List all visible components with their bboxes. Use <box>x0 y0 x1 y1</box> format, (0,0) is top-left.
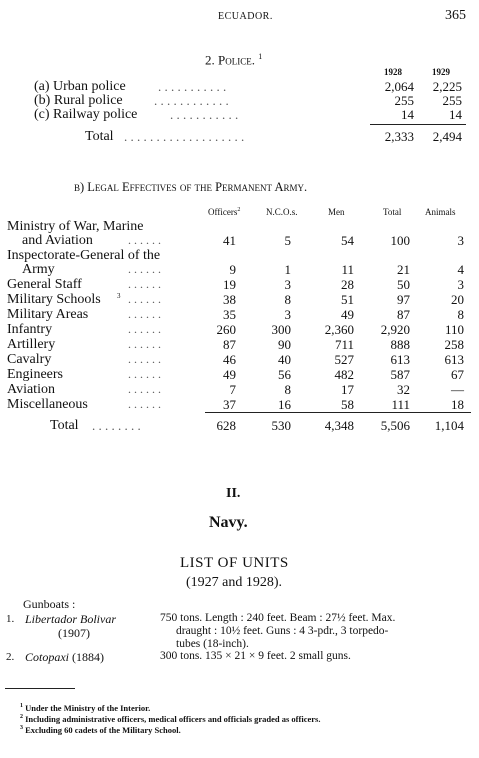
army-cell-ncos: 90 <box>278 337 291 352</box>
footnote-3-text: Excluding 60 cadets of the Military School. <box>25 725 181 735</box>
army-cell-men: 17 <box>341 382 354 397</box>
running-title: ECUADOR. <box>218 11 273 22</box>
army-cell-animals: 3 <box>457 277 464 292</box>
army-row-label: Military Schools <box>7 292 101 307</box>
dot-leader: . . . . . . . . . . . . . . . . . . . <box>124 129 245 144</box>
vessel-1-name: Libertador Bolivar <box>25 612 117 626</box>
army-cell-total: 613 <box>390 352 410 367</box>
vessel-1-desc-line-3: tubes (18-inch). <box>176 638 249 650</box>
army-cell-total: 111 <box>391 397 410 412</box>
army-total-ncos: 530 <box>271 418 291 433</box>
police-heading <box>205 52 262 68</box>
police-value-1929: 255 <box>442 93 462 108</box>
army-cell-officers: 46 <box>223 352 236 367</box>
army-row <box>0 277 479 292</box>
dot-leader: . . . . . . <box>128 367 161 381</box>
army-cell-officers: 38 <box>223 292 236 307</box>
dot-leader: . . . . . . <box>128 233 161 247</box>
army-col-officers <box>208 207 240 217</box>
navy-title: Navy. <box>209 514 248 531</box>
list-title: LIST OF UNITS <box>180 555 289 571</box>
army-cell-ncos: 3 <box>284 277 291 292</box>
dot-leader: . . . . . . . . . . . <box>170 107 239 122</box>
footnote-2-mark: 2 <box>20 714 23 721</box>
dot-leader: . . . . . . <box>128 352 161 366</box>
page-number: 365 <box>445 8 466 23</box>
army-cell-animals: 4 <box>457 262 464 277</box>
police-total-row <box>0 129 479 144</box>
army-cell-men: 482 <box>334 367 354 382</box>
army-cell-animals: 67 <box>451 367 464 382</box>
army-cell-total: 2,920 <box>380 322 410 337</box>
footnote-1-mark: 1 <box>20 703 23 710</box>
army-cell-animals: 3 <box>457 233 464 248</box>
army-row-label: Aviation <box>7 382 55 397</box>
army-col-ncos: N.C.O.s. <box>266 207 298 217</box>
army-cell-men: 28 <box>341 277 354 292</box>
army-cell-men: 54 <box>341 233 354 248</box>
army-cell-total: 21 <box>397 262 410 277</box>
army-row <box>0 352 479 367</box>
dot-leader: . . . . . . <box>128 322 161 336</box>
footnote-1-text: Under the Ministry of the Interior. <box>25 703 151 713</box>
army-col-animals: Animals <box>425 207 456 217</box>
police-year-1929: 1929 <box>432 67 450 77</box>
army-row-label: General Staff <box>7 277 82 292</box>
army-total-rule <box>205 412 471 413</box>
army-row <box>0 307 479 322</box>
police-row-rural <box>0 93 479 108</box>
vessel-1-desc-line-2: draught : 10½ feet. Guns : 4 3-pdr., 3 torpedo- <box>176 625 389 637</box>
army-row <box>0 337 479 352</box>
dot-leader: . . . . . . <box>128 262 161 276</box>
police-value-1928: 255 <box>394 93 414 108</box>
army-cell-officers: 49 <box>223 367 236 382</box>
army-cell-animals: 258 <box>444 337 464 352</box>
army-cell-animals: 20 <box>451 292 464 307</box>
army-row-label: Military Areas <box>7 307 89 322</box>
police-label: (a) Urban police <box>34 79 126 94</box>
army-cell-ncos: 56 <box>278 367 291 382</box>
army-cell-men: 527 <box>334 352 354 367</box>
army-row <box>0 382 479 397</box>
army-row-label: Army <box>22 262 55 277</box>
police-label: (b) Rural police <box>34 93 123 108</box>
police-total-label: Total <box>85 129 114 144</box>
army-cell-animals: 18 <box>451 397 464 412</box>
vessel-2-name-text: Cotopaxi <box>25 650 69 664</box>
police-value-1929: 14 <box>449 107 462 122</box>
army-cell-ncos: 5 <box>284 233 291 248</box>
army-cell-men: 2,360 <box>324 322 354 337</box>
army-row-label: Infantry <box>7 322 53 337</box>
army-cell-men: 11 <box>341 262 354 277</box>
army-total-officers: 628 <box>216 418 236 433</box>
army-cell-total: 32 <box>397 382 410 397</box>
police-row-railway <box>0 107 479 122</box>
footnote-2-text: Including administrative officers, medical officers and officials graded as officers. <box>25 714 321 724</box>
army-row-label: Miscellaneous <box>7 397 88 412</box>
army-cell-men: 49 <box>341 307 354 322</box>
dot-leader: . . . . . . . . <box>92 418 141 433</box>
army-row <box>0 292 479 307</box>
army-cell-total: 888 <box>390 337 410 352</box>
dot-leader: . . . . . . <box>128 382 161 396</box>
army-col-men: Men <box>328 207 345 217</box>
army-cell-animals: 613 <box>444 352 464 367</box>
army-heading: b) Legal Effectives of the Permanent Army. <box>74 180 308 194</box>
footnote-rule <box>5 688 75 689</box>
army-total-total: 5,506 <box>380 418 410 433</box>
army-total-label: Total <box>50 418 79 433</box>
army-cell-animals: — <box>451 382 464 397</box>
footnote-3-mark: 3 <box>20 725 23 732</box>
footnote-3 <box>20 725 181 735</box>
police-heading-text: 2. Police. <box>205 52 255 68</box>
vessel-2-desc: 300 tons. 135 × 21 × 9 feet. 2 small guns. <box>160 650 351 662</box>
police-value-1929: 2,225 <box>432 79 462 94</box>
army-cell-total: 87 <box>397 307 410 322</box>
army-cell-officers: 7 <box>229 382 236 397</box>
vessel-1-desc-line-1: 750 tons. Length : 240 feet. Beam : 27½ feet. Max. <box>160 612 396 624</box>
navy-section-number: II. <box>226 486 241 501</box>
army-cell-men: 51 <box>341 292 354 307</box>
dot-leader: . . . . . . <box>128 397 161 411</box>
army-row <box>0 322 479 337</box>
army-row <box>0 397 479 412</box>
army-row-label: Engineers <box>7 367 63 382</box>
army-row-label-line <box>0 219 479 234</box>
army-row-label-line <box>0 248 479 263</box>
dot-leader: . . . . . . . . . . . <box>158 79 227 94</box>
army-row <box>0 262 479 277</box>
army-col-officers-label: Officers <box>208 207 238 217</box>
footnote-2 <box>20 714 320 724</box>
police-label: (c) Railway police <box>34 107 138 122</box>
vessel-1-number: 1. <box>6 613 15 625</box>
army-cell-ncos: 300 <box>271 322 291 337</box>
army-total-row <box>0 418 479 433</box>
army-cell-ncos: 8 <box>284 382 291 397</box>
army-cell-animals: 110 <box>444 322 464 337</box>
police-footnote-ref: 1 <box>258 52 263 61</box>
army-total-animals: 1,104 <box>434 418 464 433</box>
army-cell-ncos: 40 <box>278 352 291 367</box>
police-total-1928: 2,333 <box>384 129 414 144</box>
army-row-label: Artillery <box>7 337 56 352</box>
police-year-1928: 1928 <box>384 67 402 77</box>
army-cell-ncos: 1 <box>284 262 291 277</box>
army-cell-men: 58 <box>341 397 354 412</box>
vessel-2-number: 2. <box>6 651 15 663</box>
army-col-total: Total <box>383 207 402 217</box>
vessel-2-name <box>25 650 104 665</box>
army-cell-total: 50 <box>397 277 410 292</box>
gunboats-label: Gunboats : <box>23 597 76 611</box>
dot-leader: . . . . . . <box>128 292 161 306</box>
army-cell-officers: 9 <box>229 262 236 277</box>
army-cell-officers: 41 <box>223 233 236 248</box>
army-cell-animals: 8 <box>457 307 464 322</box>
police-total-1929: 2,494 <box>432 129 462 144</box>
army-row-label: Inspectorate-General of the <box>7 248 161 263</box>
army-row <box>0 367 479 382</box>
army-cell-officers: 19 <box>223 277 236 292</box>
police-value-1928: 2,064 <box>384 79 414 94</box>
army-row-label: Cavalry <box>7 352 52 367</box>
army-cell-officers: 37 <box>223 397 236 412</box>
list-years: (1927 and 1928). <box>186 575 283 590</box>
dot-leader: . . . . . . <box>128 307 161 321</box>
dot-leader: . . . . . . <box>128 337 161 351</box>
army-row-footnote-ref: 3 <box>117 292 121 300</box>
army-cell-officers: 260 <box>216 322 236 337</box>
army-cell-men: 711 <box>334 337 354 352</box>
army-row-label: and Aviation <box>22 233 93 248</box>
army-cell-ncos: 3 <box>284 307 291 322</box>
police-row-urban <box>0 79 479 94</box>
vessel-2-year: (1884) <box>72 650 104 664</box>
police-total-rule <box>370 124 466 125</box>
army-cell-officers: 35 <box>223 307 236 322</box>
army-cell-total: 97 <box>397 292 410 307</box>
army-cell-total: 587 <box>390 367 410 382</box>
army-cell-total: 100 <box>390 233 410 248</box>
army-row-label: Ministry of War, Marine <box>7 219 144 234</box>
officers-footnote-ref: 2 <box>237 207 241 213</box>
army-cell-ncos: 16 <box>278 397 291 412</box>
dot-leader: . . . . . . . . . . . . <box>154 93 229 108</box>
footnote-1 <box>20 703 150 713</box>
dot-leader: . . . . . . <box>128 277 161 291</box>
army-cell-officers: 87 <box>223 337 236 352</box>
police-value-1928: 14 <box>401 107 414 122</box>
army-total-men: 4,348 <box>324 418 354 433</box>
army-row <box>0 233 479 248</box>
army-cell-ncos: 8 <box>284 292 291 307</box>
vessel-1-year: (1907) <box>58 626 90 640</box>
